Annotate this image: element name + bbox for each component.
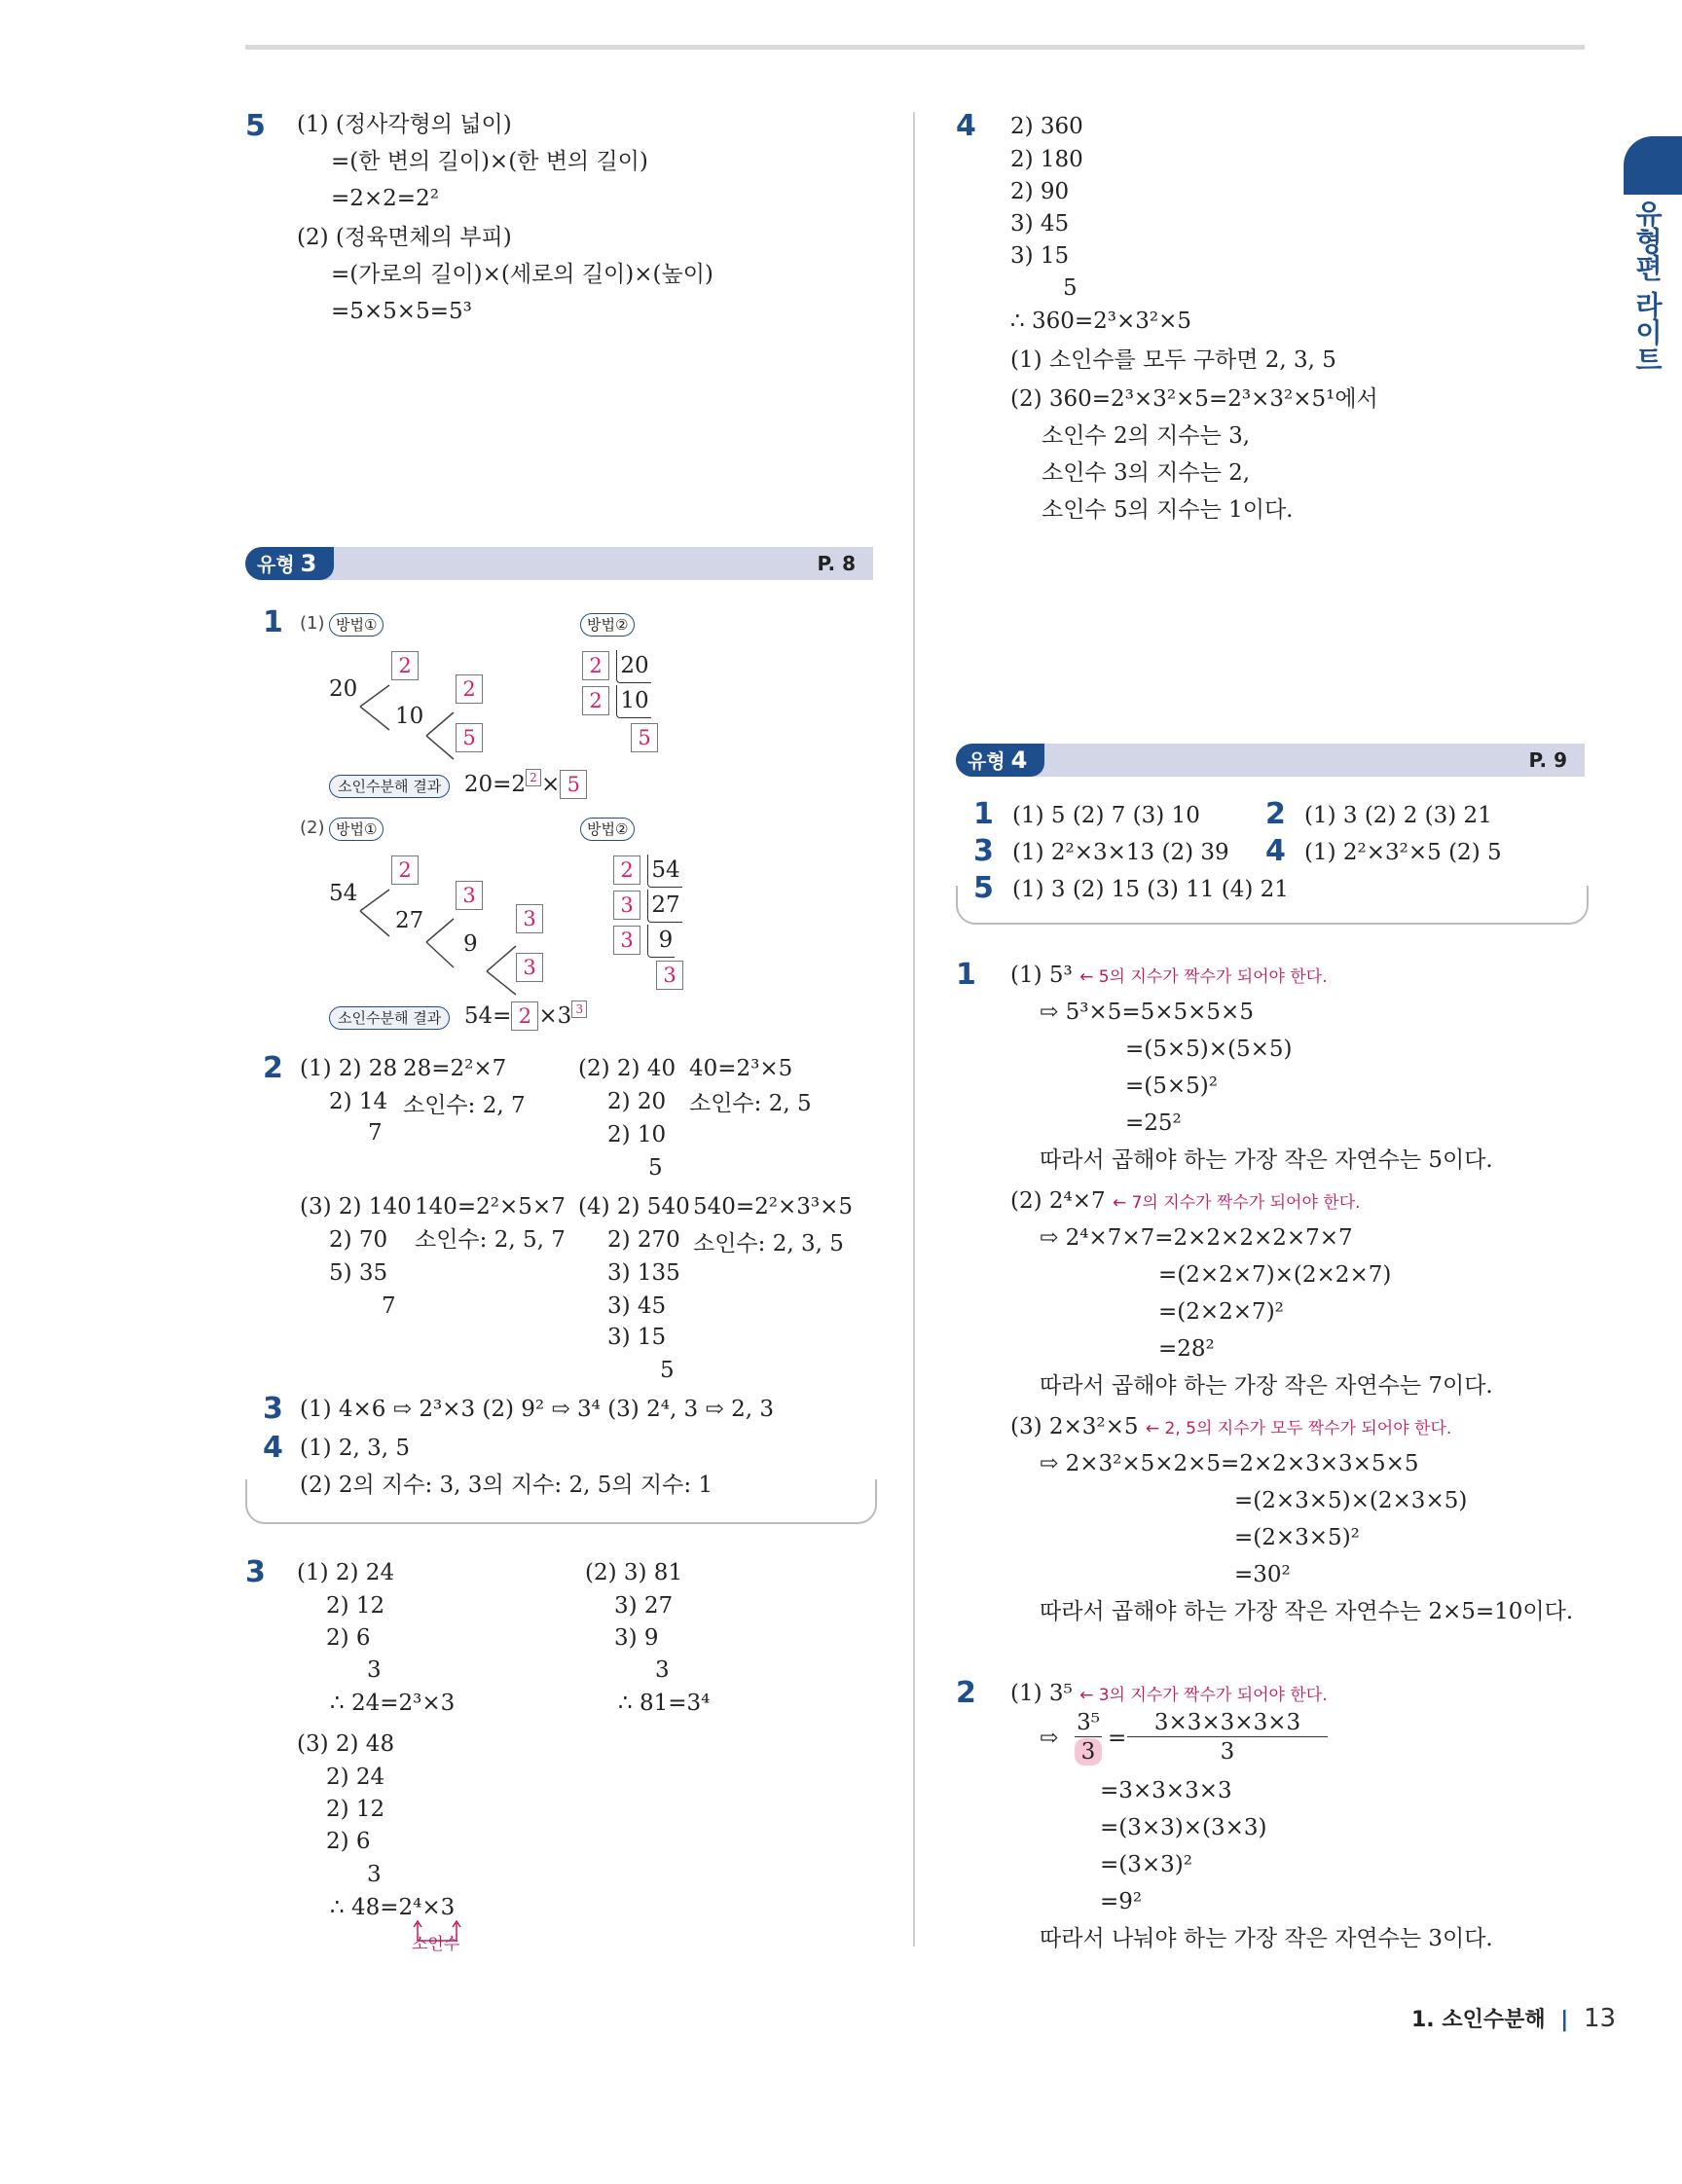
answer-line: (3) 2) 140 bbox=[300, 1194, 412, 1219]
question-number: 2 bbox=[1265, 797, 1286, 831]
fraction-numerator: 3×3×3×3×3 bbox=[1127, 1709, 1328, 1737]
answer-box: 2 bbox=[391, 855, 419, 885]
answer-line: 40=2³×5 bbox=[689, 1056, 793, 1081]
part-label: (1) bbox=[300, 613, 325, 634]
answer-line: 3) 135 bbox=[607, 1260, 680, 1286]
division-line: 2) 6 bbox=[326, 1625, 371, 1651]
answer-box: 3 bbox=[516, 953, 543, 982]
conclusion-line: 따라서 나눠야 하는 가장 작은 자연수는 3이다. bbox=[1040, 1926, 1493, 1951]
method-1-badge: 방법① bbox=[329, 818, 384, 841]
hint-note: ← 5의 지수가 짝수가 되어야 한다. bbox=[1079, 967, 1328, 987]
answer-line: 7 bbox=[368, 1120, 383, 1146]
answer-line: 3) 45 bbox=[607, 1293, 667, 1319]
division-line: 2) 360 bbox=[1010, 114, 1083, 139]
part-label: (2) bbox=[300, 818, 325, 838]
type-tag: 유형 4 bbox=[956, 744, 1044, 777]
tree-node: 9 bbox=[463, 931, 478, 957]
answer-line: 소인수: 2, 7 bbox=[403, 1093, 526, 1118]
answer-box: 2 bbox=[391, 651, 419, 680]
question-number: 2 bbox=[263, 1051, 283, 1085]
division-line: 3) 27 bbox=[614, 1593, 674, 1619]
result-line: ∴ 24=2³×3 bbox=[330, 1691, 456, 1716]
summary-answer: (1) 2²×3²×5 (2) 5 bbox=[1304, 840, 1502, 865]
arrow-icon: ⇨ bbox=[1040, 1726, 1059, 1751]
result-line: ∴ 360=2³×3²×5 bbox=[1010, 309, 1191, 334]
result-eq: 54= bbox=[463, 1003, 512, 1029]
conclusion-line: 따라서 곱해야 하는 가장 작은 자연수는 2×5=10이다. bbox=[1040, 1599, 1574, 1624]
summary-answer: (1) 5 (2) 7 (3) 10 bbox=[1012, 803, 1200, 828]
summary-box-bottom bbox=[245, 1479, 877, 1524]
division-line: 2) 12 bbox=[326, 1593, 385, 1619]
page-number: 13 bbox=[1583, 2004, 1617, 2033]
side-tab-label: 유형편 라이트 bbox=[1631, 200, 1664, 373]
question-number: 4 bbox=[1265, 834, 1286, 868]
question-number: 4 bbox=[956, 109, 976, 143]
work-line: =3×3×3×3 bbox=[1100, 1778, 1232, 1803]
type3-header bbox=[245, 547, 873, 580]
work-line: ⇨ 5³×5=5×5×5×5 bbox=[1040, 1000, 1254, 1025]
answer-line: (4) 2) 540 bbox=[578, 1194, 690, 1219]
division-line: 2) 24 bbox=[326, 1765, 385, 1790]
type3-q4-answer-2: (2) 2의 지수: 3, 3의 지수: 2, 5의 지수: 1 bbox=[300, 1473, 713, 1498]
answer-box: 3 bbox=[656, 961, 683, 990]
division-line: (3) 2) 48 bbox=[297, 1731, 395, 1757]
fraction-denominator: 3 bbox=[1220, 1739, 1235, 1765]
hint-note: ← 3의 지수가 짝수가 되어야 한다. bbox=[1079, 1686, 1328, 1705]
answer-box: 2 bbox=[582, 651, 609, 680]
division-line: 2) 6 bbox=[326, 1829, 371, 1854]
summary-box-bottom bbox=[956, 886, 1589, 925]
answer-box: 3 bbox=[516, 904, 543, 933]
method-2-badge: 방법② bbox=[580, 818, 635, 841]
answer-line: (1) 2) 28 bbox=[300, 1056, 398, 1081]
answer-box: 3 bbox=[613, 891, 640, 920]
work-line: =(2×3×5)² bbox=[1234, 1525, 1360, 1550]
prime-label: 소인수 bbox=[412, 1935, 460, 1954]
answer-box: 2 bbox=[456, 674, 483, 704]
q5-line: =(가로의 길이)×(세로의 길이)×(높이) bbox=[331, 262, 713, 287]
type4-header bbox=[956, 744, 1585, 777]
question-number: 3 bbox=[245, 1555, 266, 1589]
result-badge: 소인수분해 결과 bbox=[329, 775, 450, 798]
footer-chapter: 1. 소인수분해 bbox=[1411, 2008, 1546, 2032]
work-line: =28² bbox=[1158, 1336, 1215, 1362]
equals-sign: = bbox=[1108, 1726, 1127, 1751]
work-line: =(5×5)² bbox=[1125, 1074, 1218, 1099]
conclusion-line: 따라서 곱해야 하는 가장 작은 자연수는 7이다. bbox=[1040, 1373, 1493, 1399]
division-line: 3 bbox=[655, 1657, 670, 1683]
tree-root: 54 bbox=[329, 881, 358, 906]
hint-note: ← 7의 지수가 짝수가 되어야 한다. bbox=[1112, 1193, 1361, 1213]
division-line: 3) 15 bbox=[1010, 243, 1070, 269]
answer-line: 28=2²×7 bbox=[403, 1056, 507, 1081]
footer-separator: | bbox=[1560, 2008, 1569, 2032]
question-number: 2 bbox=[956, 1676, 976, 1710]
answer-line: 540=2²×3³×5 bbox=[693, 1194, 854, 1219]
question-number: 1 bbox=[263, 605, 283, 639]
answer-line: (1) 소인수를 모두 구하면 2, 3, 5 bbox=[1010, 347, 1336, 373]
answer-line: (2) 360=2³×3²×5=2³×3²×5¹에서 bbox=[1010, 386, 1378, 412]
part-expr: (2) 2⁴×7 bbox=[1010, 1188, 1106, 1214]
question-number: 4 bbox=[263, 1431, 283, 1465]
tree-node: 27 bbox=[395, 908, 424, 933]
question-number: 3 bbox=[263, 1392, 283, 1426]
work-line: ⇨ 2⁴×7×7=2×2×2×2×7×7 bbox=[1040, 1225, 1353, 1251]
answer-line: 5 bbox=[648, 1155, 663, 1181]
answer-box: 3 bbox=[613, 926, 640, 955]
part-expr: (3) 2×3²×5 bbox=[1010, 1414, 1139, 1439]
answer-line: 소인수 2의 지수는 3, bbox=[1042, 423, 1251, 449]
division-line: 3 bbox=[367, 1657, 382, 1683]
type3-q3-answer: (1) 4×6 ⇨ 2³×3 (2) 9² ⇨ 3⁴ (3) 2⁴, 3 ⇨ 2, 3 bbox=[300, 1397, 774, 1422]
answer-box: 3 bbox=[456, 881, 483, 910]
type3-q4-answer-1: (1) 2, 3, 5 bbox=[300, 1436, 411, 1461]
summary-answer: (1) 2²×3×13 (2) 39 bbox=[1012, 840, 1229, 865]
division-line: 2) 12 bbox=[326, 1797, 385, 1822]
answer-line: 5) 35 bbox=[329, 1260, 388, 1286]
type-page-ref: P. 9 bbox=[1528, 748, 1567, 772]
answer-box: 5 bbox=[456, 723, 483, 752]
division-line: 3) 9 bbox=[614, 1625, 659, 1651]
type-page-ref: P. 8 bbox=[817, 552, 856, 575]
answer-box: 2 bbox=[613, 855, 640, 885]
tree-node: 10 bbox=[395, 704, 424, 729]
q5-line: (2) (정육면체의 부피) bbox=[297, 225, 512, 250]
answer-line: 140=2²×5×7 bbox=[415, 1194, 566, 1219]
answer-box: 2 bbox=[582, 686, 609, 715]
division-line: 2) 180 bbox=[1010, 147, 1083, 172]
answer-line: 소인수 3의 지수는 2, bbox=[1042, 460, 1251, 486]
answer-line: 2) 20 bbox=[607, 1089, 667, 1114]
top-rule bbox=[245, 45, 1585, 50]
division-line: (2) 3) 81 bbox=[585, 1560, 683, 1585]
fraction-denominator: 3 bbox=[1075, 1738, 1102, 1765]
answer-line: 5 bbox=[660, 1358, 675, 1383]
division-line: (1) 2) 24 bbox=[297, 1560, 395, 1585]
division-line: 3) 45 bbox=[1010, 211, 1070, 237]
work-line: =(2×2×7)² bbox=[1158, 1299, 1284, 1325]
fraction-numerator: 3⁵ bbox=[1075, 1709, 1102, 1737]
summary-answer: (1) 3 (2) 15 (3) 11 (4) 21 bbox=[1012, 877, 1289, 902]
type-tag: 유형 3 bbox=[245, 547, 334, 580]
answer-line: 소인수: 2, 5, 7 bbox=[415, 1227, 566, 1253]
answer-line: 3) 15 bbox=[607, 1325, 667, 1350]
question-number: 5 bbox=[973, 871, 994, 905]
footer bbox=[1411, 2003, 1616, 2033]
answer-box: 5 bbox=[631, 723, 658, 752]
answer-line: 2) 270 bbox=[607, 1227, 680, 1253]
answer-line: 소인수 5의 지수는 1이다. bbox=[1042, 497, 1294, 523]
result-line: ∴ 48=2⁴×3 bbox=[330, 1895, 456, 1920]
answer-line: 2) 70 bbox=[329, 1227, 388, 1253]
division-line: 2) 90 bbox=[1010, 179, 1070, 204]
q5-line: =(한 변의 길이)×(한 변의 길이) bbox=[331, 149, 648, 174]
work-line: =(3×3)² bbox=[1100, 1852, 1192, 1877]
question-number: 3 bbox=[973, 834, 994, 868]
answer-line: 2) 14 bbox=[329, 1089, 388, 1114]
side-tab-cap bbox=[1624, 136, 1682, 195]
question-number: 1 bbox=[956, 958, 976, 992]
result-eq: 20=2 bbox=[463, 772, 526, 797]
division-line: 5 bbox=[1063, 275, 1078, 301]
conclusion-line: 따라서 곱해야 하는 가장 작은 자연수는 5이다. bbox=[1040, 1147, 1493, 1173]
answer-line: 2) 10 bbox=[607, 1122, 667, 1147]
work-line: =(3×3)×(3×3) bbox=[1100, 1815, 1267, 1840]
summary-answer: (1) 3 (2) 2 (3) 21 bbox=[1304, 803, 1492, 828]
method-2-badge: 방법② bbox=[580, 613, 635, 637]
hint-note: ← 2, 5의 지수가 모두 짝수가 되어야 한다. bbox=[1145, 1419, 1452, 1438]
division-line: 3 bbox=[367, 1862, 382, 1887]
result-badge: 소인수분해 결과 bbox=[329, 1006, 450, 1030]
question-number: 5 bbox=[245, 109, 266, 143]
work-line: =(5×5)×(5×5) bbox=[1125, 1037, 1293, 1062]
tree-root: 20 bbox=[329, 676, 358, 702]
result-line: ∴ 81=3⁴ bbox=[618, 1691, 711, 1716]
q5-line: (1) (정사각형의 넓이) bbox=[297, 112, 512, 137]
q5-line: =2×2=2² bbox=[331, 186, 439, 211]
question-number: 1 bbox=[973, 797, 994, 831]
part-expr: (1) 5³ bbox=[1010, 963, 1073, 988]
work-line: =25² bbox=[1125, 1110, 1182, 1136]
method-1-badge: 방법① bbox=[329, 613, 384, 637]
factor-tree-54 bbox=[300, 849, 553, 1014]
answer-line: 소인수: 2, 5 bbox=[689, 1091, 812, 1116]
answer-line: (2) 2) 40 bbox=[578, 1056, 676, 1081]
answer-line: 7 bbox=[382, 1293, 396, 1319]
q5-line: =5×5×5=5³ bbox=[331, 299, 472, 324]
work-line: ⇨ 2×3²×5×2×5=2×2×3×3×5×5 bbox=[1040, 1451, 1419, 1476]
work-line: =(2×2×7)×(2×2×7) bbox=[1158, 1262, 1392, 1288]
answer-line: 소인수: 2, 3, 5 bbox=[693, 1231, 844, 1256]
part-expr: (1) 3⁵ bbox=[1010, 1681, 1073, 1706]
work-line: =30² bbox=[1234, 1562, 1291, 1587]
work-line: =(2×3×5)×(2×3×5) bbox=[1234, 1488, 1468, 1513]
column-divider bbox=[913, 112, 915, 1947]
work-line: =9² bbox=[1100, 1889, 1143, 1914]
